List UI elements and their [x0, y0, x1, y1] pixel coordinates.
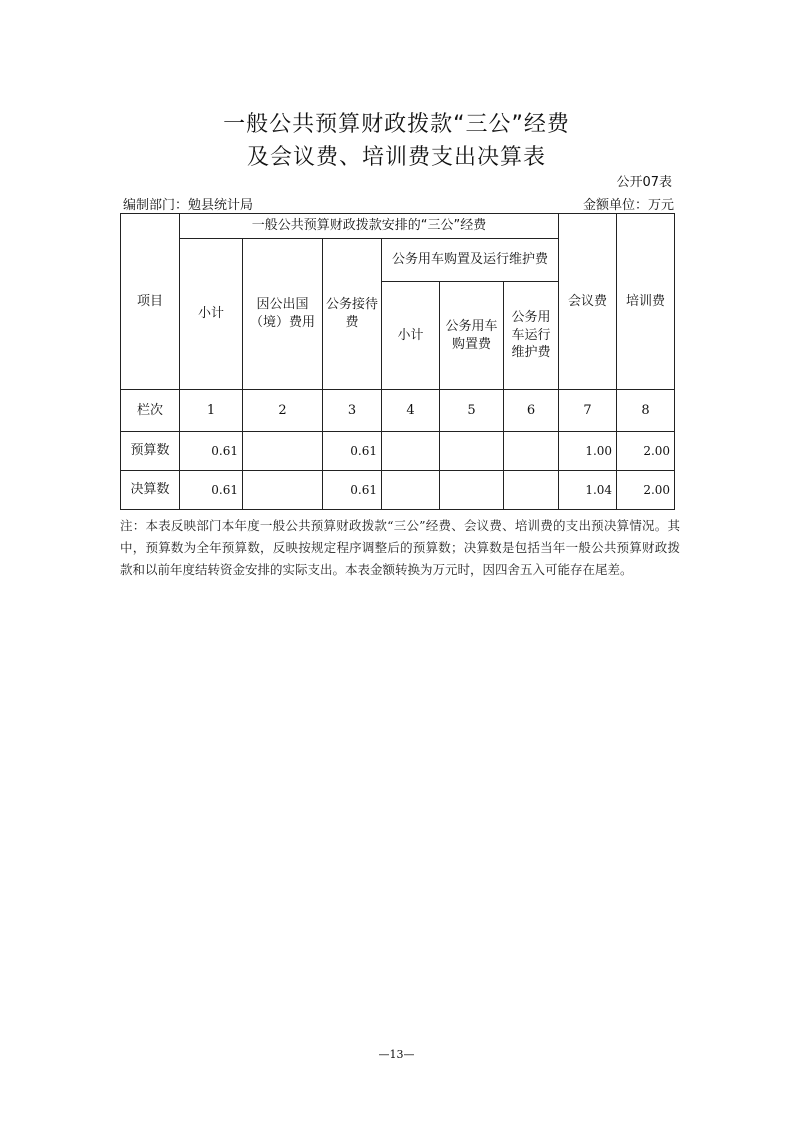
form-code: 公开07表 [616, 175, 672, 190]
table-cell: 0.61 [323, 471, 382, 510]
header-training: 培训费 [617, 214, 675, 390]
column-number: 4 [382, 390, 440, 432]
column-number: 5 [440, 390, 504, 432]
table-cell [504, 432, 559, 471]
table-row-budget [121, 432, 675, 471]
budget-table [120, 213, 675, 510]
header-meeting: 会议费 [559, 214, 617, 390]
table-cell [440, 471, 504, 510]
table-cell [504, 471, 559, 510]
column-number: 3 [323, 390, 382, 432]
header-three-public-group: 一般公共预算财政拨款安排的“三公”经费 [180, 214, 559, 239]
column-row-label: 栏次 [121, 390, 180, 432]
meta-row [123, 194, 674, 213]
header-vehicle-purchase: 公务用车购置费 [440, 282, 504, 390]
document-title-line2: 及会议费、培训费支出决算表 [246, 145, 546, 170]
table-cell [382, 432, 440, 471]
table-cell: 1.00 [559, 432, 617, 471]
column-number: 1 [180, 390, 243, 432]
header-subtotal: 小计 [180, 239, 243, 390]
table-row-final [121, 471, 675, 510]
table-cell: 0.61 [180, 432, 243, 471]
table-cell [243, 432, 323, 471]
column-number: 2 [243, 390, 323, 432]
table-cell [440, 432, 504, 471]
header-reception: 公务接待费 [323, 239, 382, 390]
table-cell: 2.00 [617, 471, 675, 510]
row-label-budget: 预算数 [121, 432, 180, 471]
column-number: 7 [559, 390, 617, 432]
row-label-final: 决算数 [121, 471, 180, 510]
table-cell: 2.00 [617, 432, 675, 471]
table-cell [243, 471, 323, 510]
amount-unit: 金额单位：万元 [582, 198, 674, 213]
column-number: 8 [617, 390, 675, 432]
column-number: 6 [504, 390, 559, 432]
compiling-unit: 编制部门：勉县统计局 [123, 198, 254, 213]
page-number: —13— [378, 1048, 415, 1061]
column-number-row [121, 390, 675, 432]
table-cell: 0.61 [323, 432, 382, 471]
table-cell [382, 471, 440, 510]
table-footnote: 注：本表反映部门本年度一般公共预算财政拨款“三公”经费、会议费、培训费的支出预决算情况。其中，预算数为全年预算数，反映按规定程序调整后的预算数；决算数是包括当年一般公共预算财政拨款和以前年度结转资金安排的实际支出。本表金额转换为万元时，因四舍五入可能存在尾差。 [120, 518, 680, 577]
header-vehicle-subtotal: 小计 [382, 282, 440, 390]
document-title-line1: 一般公共预算财政拨款“三公”经费 [223, 112, 570, 137]
header-vehicle-group: 公务用车购置及运行维护费 [382, 239, 559, 282]
header-overseas: 因公出国（境）费用 [243, 239, 323, 390]
header-vehicle-operation: 公务用车运行维护费 [504, 282, 559, 390]
table-cell: 1.04 [559, 471, 617, 510]
table-cell: 0.61 [180, 471, 243, 510]
header-item: 项目 [121, 214, 180, 390]
